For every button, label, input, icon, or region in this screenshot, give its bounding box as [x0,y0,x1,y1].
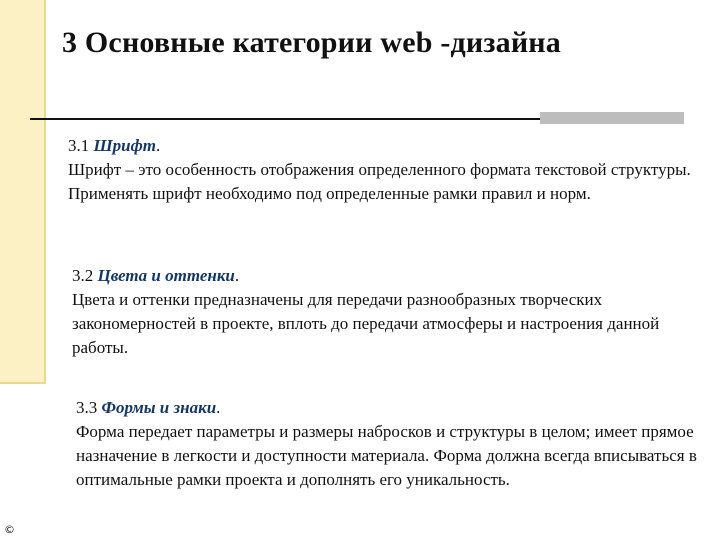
section-title: Шрифт [93,136,156,155]
section-title: Цвета и оттенки [97,266,235,285]
section-font [68,134,708,206]
section-title-suffix: . [234,266,240,285]
section-title: Формы и знаки [101,398,217,417]
section-body: Форма передает параметры и размеры набросков и структуры в целом; имеет прямое назначение в легкости и доступности материала. Форма должна всегда вписываться в оптимальные рамки проекта и дополнять его уникальность. [76,422,697,489]
decorative-sidebar [0,0,46,384]
title-divider [30,118,540,120]
section-title-suffix: . [216,398,221,417]
section-heading [68,134,708,158]
section-title-suffix: . [156,136,161,155]
section-number: 3.1 [68,136,90,155]
section-body: Шрифт – это особенность отображения определенного формата текстовой структуры. Применять шрифт необходимо под определенные рамки правил и норм. [68,160,691,203]
section-number: 3.3 [76,398,98,417]
section-body: Цвета и оттенки предназначены для передачи разнообразных творческих закономерностей в проекте, вплоть до передачи атмосферы и настроения данной работы. [72,290,660,357]
section-heading [72,264,712,288]
slide-title: 3 Основные категории web -дизайна [62,26,561,59]
divider-accent-block [540,112,684,124]
section-heading [76,396,706,420]
section-colors [72,264,712,360]
copyright-mark: © [4,523,15,536]
section-number: 3.2 [72,266,94,285]
section-forms [76,396,706,492]
